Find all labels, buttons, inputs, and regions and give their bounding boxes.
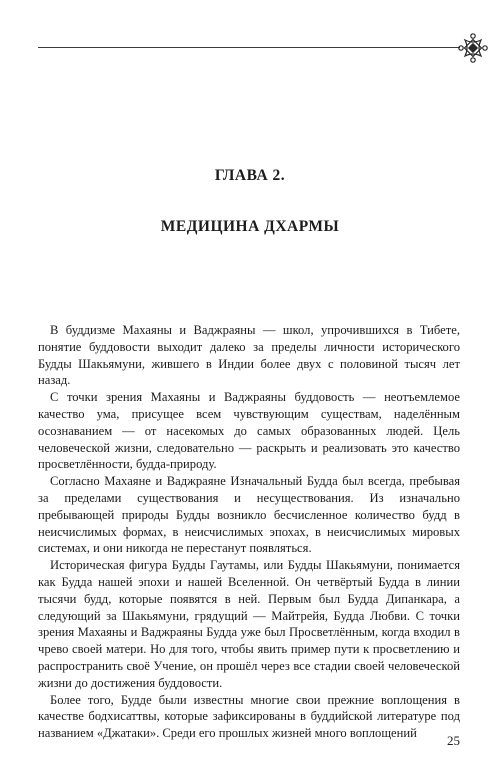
- body-text: [38, 322, 460, 742]
- paragraph: В буддизме Махаяны и Ваджраяны — школ, упрочившихся в Тибете, понятие буддовости выходит далеко за пределы личности исторического Будды Шакьямуни, жившего в Индии более двух с половиной тысяч лет назад.: [38, 323, 460, 388]
- paragraph: С точки зрения Махаяны и Ваджраяны буддовость — неотъемлемое качество ума, присущее всем чувствующим существам, наделённым осознаванием — от насекомых до самых образованных людей. Цель человеческой жизни, следовательно — раскрыть и реализовать это качество просветлённости, будда-природу.: [38, 390, 460, 472]
- page-number: 25: [447, 733, 460, 748]
- ornament-icon: [458, 33, 488, 63]
- paragraph: Историческая фигура Будды Гаутамы, или Будды Шакьямуни, понимается как Будда нашей эпохи и нашей Вселенной. Он четвёртый Будда в линии тысячи будд, которые появятся в ней. Первым был Будда Дипанкара, а следующий за Шакьямуни, грядущий — Майтрейя, Будда Любви. С точки зрения Махаяны и Ваджраяны Будда уже был Просветлённым, когда входил в чрево своей матери. Но для того, чтобы явить пример пути к просветлению и распространить своё Учение, он прошёл через все стадии своей человеческой жизни до достижения буддовости.: [38, 558, 460, 690]
- paragraph: Более того, Будде были известны многие свои прежние воплощения в качестве бодхисаттвы, которые зафиксированы в буддийской литературе под названием «Джатаки». Среди его прошлых жизней много воплощений: [38, 692, 460, 741]
- paragraph: Согласно Махаяне и Ваджраяне Изначальный Будда был всегда, пребывая за пределами существования и несуществования. Из изначально пребывающей природы Будды возникло бесчисленное количество будд в неисчислимых формах, в неисчислимых эпохах, в неисчислимых мировых системах, и они никогда не перестанут появляться.: [38, 474, 460, 556]
- header-rule: [38, 47, 460, 48]
- chapter-label: ГЛАВА 2.: [214, 167, 286, 184]
- chapter-title: МЕДИЦИНА ДХАРМЫ: [160, 218, 340, 235]
